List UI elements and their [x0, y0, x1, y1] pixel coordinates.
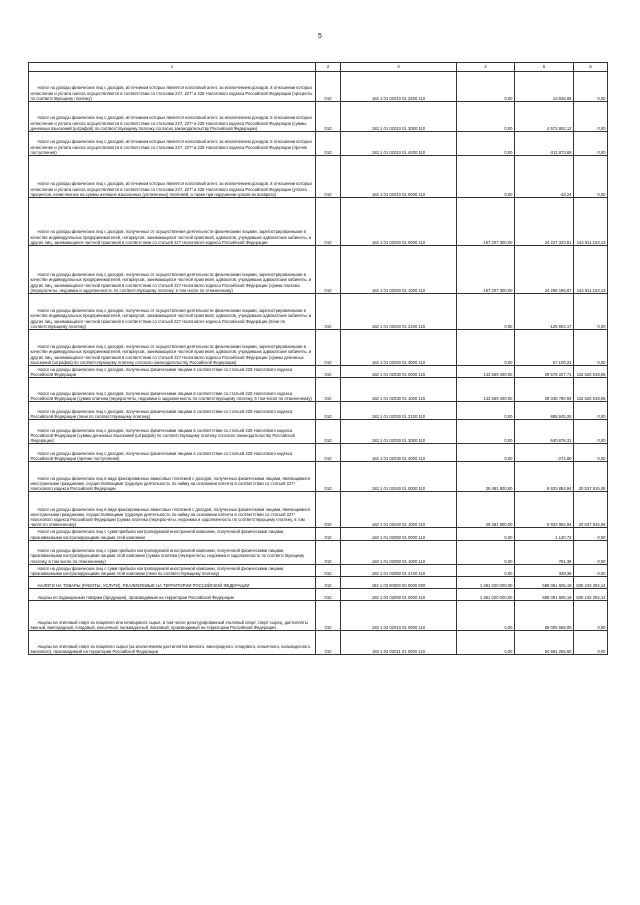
row-description: Налог на доходы физических лиц с доходов, полученных от осуществления деятельности физическими лицами, зарегистрированными в качестве индивидуальных предпринимателей, нотариусов, занимающихся частной практикой, адвокатов, учредивших адвокатские кабинеты, и других лиц, занимающихся частной практикой в соответствии со статьей 227 Налогового кодекса Российской Федерации (пени по соответствующему платежу) — [29, 294, 316, 330]
row-kbk: 182 1 01 02010 01 4000 110 — [341, 132, 457, 156]
row-col6: 142 911 103,13 — [574, 198, 608, 246]
row-description: Налог на доходы физических лиц с доходов, полученных от осуществления деятельности физическими лицами, зарегистрированными в качестве индивидуальных предпринимателей, нотариусов, занимающихся частной практикой, адвокатов, учредивших адвокатские кабинеты, и других лиц, занимающихся частной практикой в соответствии со статьей 227 Налогового кодекса Российской Федерации — [29, 198, 316, 246]
row-code: 010 — [316, 564, 341, 576]
row-code: 010 — [316, 378, 341, 402]
row-code: 010 — [316, 492, 341, 528]
row-col4: 167 207 300,00 — [457, 246, 515, 294]
row-kbk: 182 1 01 02010 01 5000 110 — [341, 156, 457, 198]
table-row — [29, 601, 608, 631]
row-code: 010 — [316, 601, 341, 631]
row-col6: 830 242 294,14 — [574, 589, 608, 601]
row-col5: 8 933 884,94 — [515, 462, 574, 492]
row-col4: 0,00 — [457, 420, 515, 444]
row-col6: 0,00 — [574, 420, 608, 444]
row-code: 010 — [316, 462, 341, 492]
row-code: 010 — [316, 589, 341, 601]
row-col4: 0,00 — [457, 132, 515, 156]
column-header: 6 — [574, 63, 608, 72]
row-col5: 8 933 884,94 — [515, 492, 574, 528]
column-header: 4 — [457, 63, 515, 72]
row-col5: 888 845,26 — [515, 402, 574, 420]
row-col5: 28 048 780,94 — [515, 378, 574, 402]
row-col6: 0,00 — [574, 631, 608, 655]
column-header: 2 — [316, 63, 341, 72]
row-col6: 0,00 — [574, 330, 608, 366]
table-row — [29, 528, 608, 540]
row-col4: 0,00 — [457, 631, 515, 655]
row-kbk: 182 1 03 02010 01 0000 110 — [341, 601, 457, 631]
row-col4: 0,00 — [457, 564, 515, 576]
row-col4: 29 481 800,00 — [457, 462, 515, 492]
row-code: 010 — [316, 402, 341, 420]
row-col5: 589 091 605,19 — [515, 589, 574, 601]
row-code: 010 — [316, 294, 341, 330]
row-col4: 0,00 — [457, 540, 515, 564]
table-row — [29, 246, 608, 294]
row-col5: 57 100,21 — [515, 330, 574, 366]
row-col4: 0,00 — [457, 528, 515, 540]
row-code: 010 — [316, 444, 341, 462]
row-col4: 1 361 020 000,00 — [457, 577, 515, 589]
row-code: 010 — [316, 72, 341, 102]
row-kbk: 182 1 01 02050 01 0000 110 — [341, 528, 457, 540]
row-kbk: 182 1 03 02000 01 0000 110 — [341, 589, 457, 601]
row-kbk: 182 1 01 02040 01 1000 110 — [341, 492, 457, 528]
row-description: Налог на доходы физических лиц с доходов, источником которых является налоговый агент, за исключением доходов, в отношении которых исчисление и уплата налога осуществляются в соответствии со статьями 227, 227¹ и 228 Налогового кодекса Российской Федерации (суммы денежных взысканий (штрафов) по соответствующему платежу согласно законодательству Российской Федерации) — [29, 102, 316, 132]
row-description: Акцизы на этиловый спирт из пищевого или непищевого сырья, в том числе денатурированный этиловый спирт, спирт-сырец, дистилляты винный, виноградный, плодовый, коньячный, кальвадосный, висковый, производимый на территории Российской Федерации — [29, 601, 316, 631]
row-kbk: 182 1 01 02010 01 3000 110 — [341, 102, 457, 132]
row-col4: 0,00 — [457, 102, 515, 132]
row-kbk: 182 1 03 00000 00 0000 000 — [341, 577, 457, 589]
table-row — [29, 564, 608, 576]
row-description: Налог на доходы физических лиц с доходов, полученных физическими лицами в соответствии со статьей 228 Налогового кодекса Российской Федерации (суммы денежных взысканий (штрафов) по соответствующему платежу согласно законодательству Российской Федерации) — [29, 420, 316, 444]
row-col4: 143 569 400,00 — [457, 366, 515, 378]
row-col6: 0,00 — [574, 601, 608, 631]
row-code: 010 — [316, 198, 341, 246]
row-description: Налог на доходы физических лиц с доходов, полученных физическими лицами в соответствии со статьей 228 Налогового кодекса Российской Федерации (сумма платежа (перерасчеты, недоимка и задолженность по соответствующему платежу, в том числе по отмененному) — [29, 378, 316, 402]
table-row — [29, 577, 608, 589]
row-col5: -43,24 — [515, 156, 574, 198]
table-row — [29, 294, 608, 330]
row-kbk: 182 1 01 02020 01 1000 110 — [341, 246, 457, 294]
row-code: 010 — [316, 102, 341, 132]
table-header-row — [29, 63, 608, 72]
row-description: Акцизы на этиловый спирт из пищевого сырья (за исключением дистиллятов винного, виноградного, плодового, коньячного, кальвадосного, вискового), производимый на территории Российской Федерации — [29, 631, 316, 655]
row-description: Налог на доходы физических лиц с сумм прибыли контролируемой иностранной компании, полученной физическими лицами, признаваемыми контролирующими лицами этой компании (пени по соответствующему платежу) — [29, 564, 316, 576]
row-description: Налог на доходы физических лиц с сумм прибыли контролируемой иностранной компании, полученной физическими лицами, признаваемыми контролирующими лицами этой компании (сумма платежа (перерасчеты, недоимка и задолженность по соответствующему платежу, в том числе по отмененному) — [29, 540, 316, 564]
row-description: Акцизы по подакцизным товарам (продукции), производимым на территории Российской Федерации — [29, 589, 316, 601]
row-code: 010 — [316, 366, 341, 378]
row-kbk: 182 1 01 02050 01 1000 110 — [341, 540, 457, 564]
row-kbk: 182 1 01 02030 01 4000 110 — [341, 444, 457, 462]
row-col5: 24 227 333,81 — [515, 198, 574, 246]
row-col4: 0,00 — [457, 294, 515, 330]
row-col5: 1 120,72 — [515, 528, 574, 540]
row-col6: 0,00 — [574, 444, 608, 462]
table-row — [29, 402, 608, 420]
row-kbk: 182 1 01 02050 01 2100 110 — [341, 564, 457, 576]
row-description: Налог на доходы физических лиц с сумм прибыли контролируемой иностранной компании, полученной физическими лицами, признаваемыми контролирующими лицами этой компании — [29, 528, 316, 540]
row-kbk: 182 1 01 02020 01 0000 110 — [341, 198, 457, 246]
row-code: 010 — [316, 577, 341, 589]
row-code: 010 — [316, 330, 341, 366]
table-row — [29, 540, 608, 564]
table-row — [29, 589, 608, 601]
row-col4: 0,00 — [457, 444, 515, 462]
row-col4: 0,00 — [457, 156, 515, 198]
table-row — [29, 198, 608, 246]
row-kbk: 182 1 01 02040 01 0000 110 — [341, 462, 457, 492]
row-col6: 0,00 — [574, 72, 608, 102]
row-code: 010 — [316, 132, 341, 156]
row-code: 010 — [316, 528, 341, 540]
row-description: Налог на доходы физических лиц с доходов, источником которых является налоговый агент, за исключением доходов, в отношении которых исчисление и уплата налога осуществляются в соответствии со статьями 227, 227¹ и 228 Налогового кодекса Российской Федерации (прочие поступления) — [29, 132, 316, 156]
row-col4: 0,00 — [457, 601, 515, 631]
revenue-table — [28, 62, 608, 655]
row-col6: 0,00 — [574, 564, 608, 576]
table-row — [29, 492, 608, 528]
row-col6: 0,00 — [574, 102, 608, 132]
row-col5: 13 826,66 — [515, 72, 574, 102]
table-row — [29, 156, 608, 198]
table-row — [29, 420, 608, 444]
row-col6: 0,00 — [574, 156, 608, 198]
row-description: Налог на доходы физических лиц с доходов, полученных физическими лицами в соответствии со статьей 228 Налогового кодекса Российской Федерации (пени по соответствующему платежу) — [29, 402, 316, 420]
table-row — [29, 132, 608, 156]
table-body — [29, 72, 608, 655]
column-header: 5 — [515, 63, 574, 72]
row-col5: 589 091 605,19 — [515, 577, 574, 589]
row-description: Налог на доходы физических лиц с доходов, источником которых является налоговый агент, за исключением доходов, в отношении которых исчисление и уплата налога осуществляются в соответствии со статьями 227, 227¹ и 228 Налогового кодекса Российской Федерации (проценты по соответствующему платежу) — [29, 72, 316, 102]
row-col5: 69 005 566,00 — [515, 601, 574, 631]
row-description: Налог на доходы физических лиц в виде фиксированных авансовых платежей с доходов, полученных физическими лицами, являющимися иностранными гражданами, осуществляющими трудовую деятельность по найму на основании патента в соответствии со статьей 227¹ Налогового кодекса Российской Федерации — [29, 462, 316, 492]
table-row — [29, 444, 608, 462]
row-code: 010 — [316, 631, 341, 655]
row-kbk: 182 1 01 02030 01 2100 110 — [341, 402, 457, 420]
row-col6: 116 520 619,06 — [574, 378, 608, 402]
column-header: 1 — [29, 63, 316, 72]
row-description: Налог на доходы физических лиц в виде фиксированных авансовых платежей с доходов, полученных физическими лицами, являющимися иностранными гражданами, осуществляющими трудовую деятельность по найму на основании патента в соответствии со статьей 227¹ Налогового кодекса Российской Федерации (сумма платежа (перерасчеты, недоимка и задолженность по соответствующему платежу, в том числе по отмененному) — [29, 492, 316, 528]
row-code: 010 — [316, 246, 341, 294]
row-col5: -211 873,69 — [515, 132, 574, 156]
row-col6: 142 911 103,13 — [574, 246, 608, 294]
row-kbk: 182 1 01 02030 01 1000 110 — [341, 378, 457, 402]
row-col6: 0,00 — [574, 294, 608, 330]
row-col5: 24 296 196,87 — [515, 246, 574, 294]
column-header: 3 — [341, 63, 457, 72]
row-code: 010 — [316, 540, 341, 564]
row-col6: 20 537 915,06 — [574, 462, 608, 492]
row-description: Налог на доходы физических лиц с доходов, источником которых является налоговый агент, за исключением доходов, в отношении которых исчисление и уплата налога осуществляются в соответствии со статьями 227, 227¹ и 228 Налогового кодекса Российской Федерации (уплата процентов, начисленных на суммы излишне взысканных (уплаченных) платежей, а также при нарушении сроков их возврата) — [29, 156, 316, 198]
row-description: Налог на доходы физических лиц с доходов, полученных от осуществления деятельности физическими лицами, зарегистрированными в качестве индивидуальных предпринимателей, нотариусов, занимающихся частной практикой, адвокатов, учредивших адвокатские кабинеты, и других лиц, занимающихся частной практикой в соответствии со статьей 227 Налогового кодекса Российской Федерации (суммы денежных взысканий (штрафов) по соответствующему платежу согласно законодательству Российской Федерации) — [29, 330, 316, 366]
row-kbk: 182 1 01 02020 01 3000 110 — [341, 330, 457, 366]
row-col4: 143 569 400,00 — [457, 378, 515, 402]
page-number: 5 — [318, 33, 322, 40]
table-row — [29, 102, 608, 132]
table-row — [29, 366, 608, 378]
table-row — [29, 462, 608, 492]
row-col5: 791,36 — [515, 540, 574, 564]
row-kbk: 182 1 01 02010 01 2200 110 — [341, 72, 457, 102]
row-code: 010 — [316, 420, 341, 444]
row-col6: 0,00 — [574, 402, 608, 420]
row-description: НАЛОГИ НА ТОВАРЫ (РАБОТЫ, УСЛУГИ), РЕАЛИЗУЕМЫЕ НА ТЕРРИТОРИИ РОССИЙСКОЙ ФЕДЕРАЦИИ — [29, 577, 316, 589]
row-code: 010 — [316, 156, 341, 198]
row-col5: 29 578 227,71 — [515, 366, 574, 378]
row-col5: 329,36 — [515, 564, 574, 576]
table-row — [29, 330, 608, 366]
row-kbk: 182 1 03 02011 01 0000 110 — [341, 631, 457, 655]
row-col6: 830 242 294,14 — [574, 577, 608, 589]
row-col5: 640 876,31 — [515, 420, 574, 444]
table-row — [29, 378, 608, 402]
row-kbk: 182 1 01 02030 01 3000 110 — [341, 420, 457, 444]
table-row — [29, 631, 608, 655]
row-col5: 54 581 256,50 — [515, 631, 574, 655]
row-col4: 1 361 020 000,00 — [457, 589, 515, 601]
row-col5: -274,80 — [515, 444, 574, 462]
row-col4: 0,00 — [457, 402, 515, 420]
row-description: Налог на доходы физических лиц с доходов, полученных физическими лицами в соответствии со статьей 228 Налогового кодекса Российской Федерации — [29, 366, 316, 378]
row-col6: 0,00 — [574, 528, 608, 540]
row-col6: 116 520 619,06 — [574, 366, 608, 378]
row-col4: 29 481 800,00 — [457, 492, 515, 528]
row-kbk: 182 1 01 02020 01 2100 110 — [341, 294, 457, 330]
row-description: Налог на доходы физических лиц с доходов, полученных от осуществления деятельности физическими лицами, зарегистрированными в качестве индивидуальных предпринимателей, нотариусов, занимающихся частной практикой, адвокатов, учредивших адвокатские кабинеты, и других лиц, занимающихся частной практикой в соответствии со статьей 227 Налогового кодекса Российской Федерации (сумма платежа (перерасчеты, недоимка и задолженность по соответствующему платежу, в том числе по отмененному) — [29, 246, 316, 294]
row-col5: 4 573 902,12 — [515, 102, 574, 132]
row-col4: 0,00 — [457, 330, 515, 366]
row-col4: 0,00 — [457, 72, 515, 102]
row-col6: 0,00 — [574, 132, 608, 156]
row-col6: 0,00 — [574, 540, 608, 564]
table-row — [29, 72, 608, 102]
row-col4: 167 207 300,00 — [457, 198, 515, 246]
row-col6: 20 537 915,06 — [574, 492, 608, 528]
row-col5: -125 903,17 — [515, 294, 574, 330]
row-description: Налог на доходы физических лиц с доходов, полученных физическими лицами в соответствии со статьей 228 Налогового кодекса Российской Федерации (прочие поступления) — [29, 444, 316, 462]
row-kbk: 182 1 01 02030 01 0000 110 — [341, 366, 457, 378]
